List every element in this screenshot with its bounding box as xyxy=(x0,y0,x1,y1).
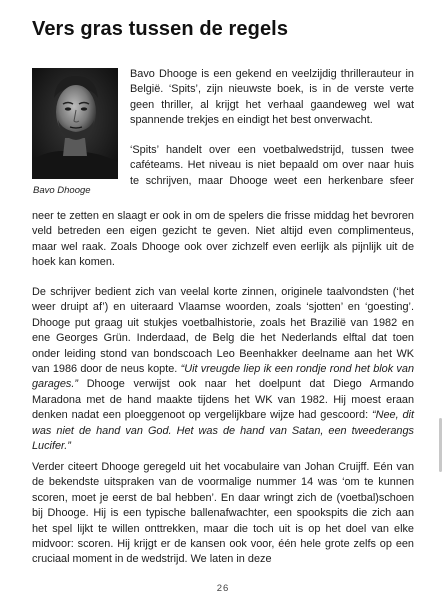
text-line: België. ‘Spits’, zijn nieuwste boek, is in de verste verte xyxy=(130,83,414,96)
paragraph-3-part2: Dhooge verwijst ook naar het doelpunt dat Diego Armando Maradona met de hand maakte tijdens het WK van 1982. Hij moest eraan denken nadat een ploeggenoot op vergelijkbare wijze had gescoord: xyxy=(32,378,414,422)
quote-satan: “Nee, dit was niet de hand van God. Het was de hand van Satan, een tweederangs Lucifer.” xyxy=(32,409,414,453)
paragraph-3 xyxy=(32,285,414,454)
article-title: Vers gras tussen de regels xyxy=(32,18,289,40)
paragraph-text: Verder citeert Dhooge geregeld uit het vocabulaire van Johan Cruijff. Eén van de bekendste uitspraken van de voormalige nummer 14 was ‘om te kunnen scoren, moet je eerst de bal hebben’. En daar wringt zich de (voetbal)schoen bij Dhooge. Hij is een typische ballenafwachter, een spookspits die zich aan het spel lijkt te willen onttrekken, maar die toch uit is op het doel van elke midvoor: scoren. Hij krijgt er de kansen ook voor, één hele grote zelfs op een cruciaal moment in de wedstrijd. We laten in deze xyxy=(32,461,414,566)
paragraph-2-continued xyxy=(32,209,414,271)
intro-paragraph xyxy=(130,67,414,129)
paragraph-2-side xyxy=(130,143,414,189)
text-line: geen thriller, al krijgt het verhaal gaandeweg wel wat xyxy=(130,98,414,111)
quote-garages: “Uit vreugde liep ik een rondje rond het blok van garages.” xyxy=(32,363,414,391)
text-line: Bavo Dhooge is een gekend en veelzijdig thrillerauteur in xyxy=(130,68,414,80)
text-line: spannende trekjes en eindigt het best onverwacht. xyxy=(130,114,373,127)
text-line: ‘Spits’ handelt over een voetbalwedstrijd, tussen twee xyxy=(130,144,414,156)
author-portrait-image xyxy=(32,68,118,179)
paragraph-text: neer te zetten en slaagt er ook in om de spelers die frisse middag het bevroren veld betreden een eigen gezicht te geven. Niet altijd even complimenteus, maar wel raak. Zoals Dhooge ook over zichzelf even eerlijk als pijnlijk uit de hoek kan komen. xyxy=(32,210,414,269)
paragraph-text xyxy=(32,285,414,454)
photo-caption: Bavo Dhooge xyxy=(33,185,91,196)
page-number: 26 xyxy=(216,583,230,594)
text-line: te schrijven, maar Dhooge weet een herkenbare sfeer xyxy=(130,174,414,187)
text-line: caféteams. Het niveau is niet bepaald om over naar huis xyxy=(130,159,414,172)
author-photo xyxy=(32,68,118,179)
scrollbar-thumb[interactable] xyxy=(439,418,442,472)
paragraph-3-part1: De schrijver bedient zich van veelal korte zinnen, originele taalvondsten (‘het weer druipt af’) en uiteraard Vlaamse woorden, zoals ‘sjotten’ en ‘goesting’. Dhooge put graag uit stukjes voetbalhistorie, zoals het Brazilië van 1982 en ene Georges Grün. Inderdaad, de Belg die het Nederlands elftal dat toen onder leiding stond van bondscoach Leo Beenhakker deelname aan het WK van 1986 door de neus kopte. xyxy=(32,286,414,376)
paragraph-4 xyxy=(32,460,414,568)
